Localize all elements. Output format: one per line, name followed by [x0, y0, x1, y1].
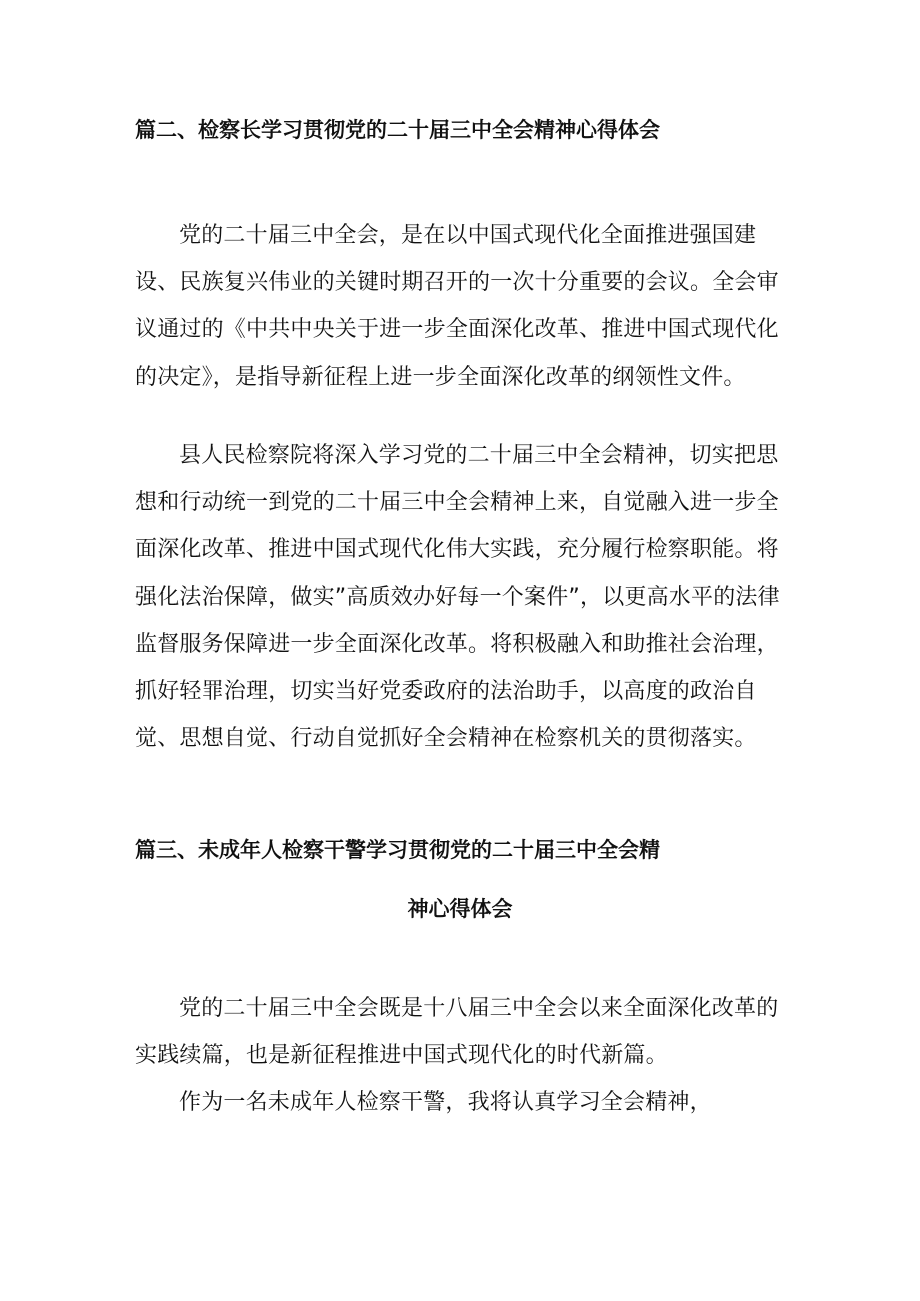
- section3-title-line1: 篇三、未成年人检察干警学习贯彻党的二十届三中全会精: [135, 838, 660, 862]
- section2-paragraph-2: 县人民检察院将深入学习党的二十届三中全会精神，切实把思想和行动统一到党的二十届三中全会精神上来，自觉融入进一步全面深化改革、推进中国式现代化伟大实践，充分履行检察职能。将强化法治保障，做实”高质效办好每一个案件”，以更高水平的法律监督服务保障进一步全面深化改革。将积极融入和助推社会治理，抓好轻罪治理，切实当好党委政府的法治助手，以高度的政治自觉、思想自觉、行动自觉抓好全会精神在检察机关的贯彻落实。: [135, 443, 780, 752]
- section3-paragraph-1: 党的二十届三中全会既是十八届三中全会以来全面深化改革的实践续篇，也是新征程推进中国式现代化的时代新篇。: [135, 996, 779, 1069]
- section3-paragraph-2: 作为一名未成年人检察干警，我将认真学习全会精神，: [179, 1090, 712, 1115]
- section2-paragraph-1: 党的二十届三中全会，是在以中国式现代化全面推进强国建设、民族复兴伟业的关键时期召开的一次十分重要的会议。全会审议通过的《中共中央关于进一步全面深化改革、推进中国式现代化的决定》，是指导新征程上进一步全面深化改革的纲领性文件。: [135, 223, 779, 390]
- section3-title-line2: 神心得体会: [407, 897, 513, 921]
- section2-title: 篇二、检察长学习贯彻党的二十届三中全会精神心得体会: [135, 118, 660, 142]
